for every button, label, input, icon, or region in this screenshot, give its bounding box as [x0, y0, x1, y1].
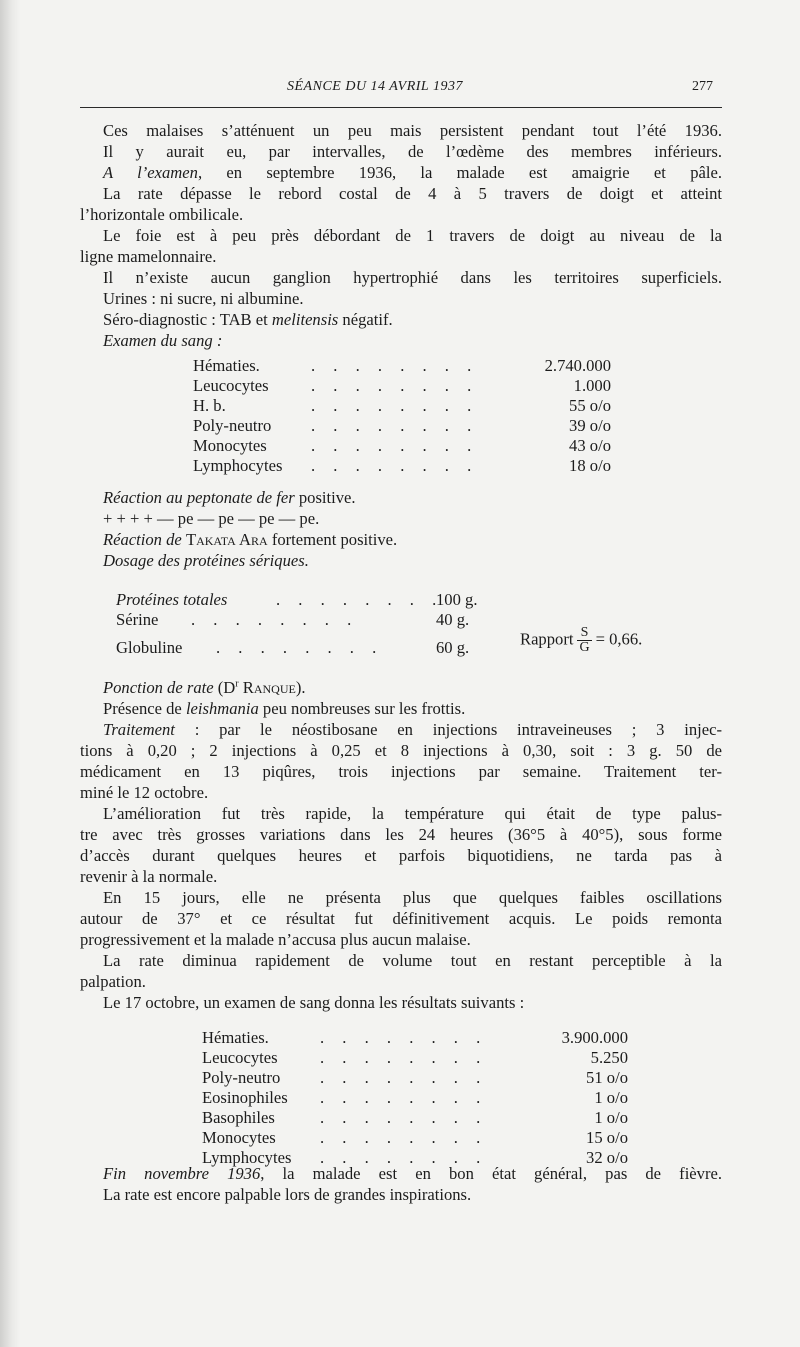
text-line: d’accès durant quelques heures et parfois biquotidiens, ne tarda pas à: [80, 846, 722, 865]
running-header: SÉANCE DU 14 AVRIL 1937: [287, 79, 463, 94]
text-line: Réaction de Takata Ara fortement positive.: [103, 530, 398, 549]
row-value: 51 o/o: [586, 1068, 628, 1087]
text-line: Ces malaises s’atténuent un peu mais persistent pendant tout l’été 1936.: [103, 121, 722, 140]
row-value: 2.740.000: [544, 356, 611, 375]
text-line: En 15 jours, elle ne présenta plus que quelques faibles oscillations: [103, 888, 722, 907]
text-line: Urines : ni sucre, ni albumine.: [103, 289, 304, 308]
row-value: 1.000: [573, 376, 611, 395]
text-line: L’amélioration fut très rapide, la température qui était de type palus-: [103, 804, 722, 823]
row-value: 100 g.: [436, 590, 478, 609]
leader-dots: . . . . . . . .: [320, 1128, 488, 1147]
row-label: Hématies.: [202, 1028, 269, 1047]
text-line: miné le 12 octobre.: [80, 783, 209, 802]
row-label: Sérine: [116, 610, 159, 629]
text-line: Il n’existe aucun ganglion hypertrophié dans les territoires superficiels.: [103, 268, 722, 287]
row-label: Monocytes: [202, 1128, 276, 1147]
page-number: 277: [692, 79, 713, 94]
leader-dots: . . . . . . . .: [320, 1088, 488, 1107]
row-value: 43 o/o: [569, 436, 611, 455]
leader-dots: . . . . . . . .: [311, 436, 479, 455]
text-line: tions à 0,20 ; 2 injections à 0,25 et 8 injections à 0,30, soit : 3 g. 50 de: [80, 741, 722, 760]
text-line: A l’examen, en septembre 1936, la malade est amaigrie et pâle.: [103, 163, 722, 182]
leader-dots: . . . . . . . .: [320, 1028, 488, 1047]
row-label: Protéines totales: [116, 590, 228, 609]
text-line: autour de 37° et ce résultat fut définitivement acquis. Le poids remonta: [80, 909, 722, 928]
text-line: Réaction au peptonate de fer positive.: [103, 488, 356, 507]
row-label: Lymphocytes: [202, 1148, 292, 1167]
leader-dots: . . . . . . . .: [276, 590, 444, 609]
author-name: Takata Ara: [185, 530, 268, 549]
row-label: Poly-neutro: [193, 416, 272, 435]
row-label: Globuline: [116, 638, 183, 657]
text-line: Le 17 octobre, un examen de sang donna les résultats suivants :: [103, 993, 525, 1012]
text-line: Ponction de rate ($D^r$ Ranque).: [103, 678, 306, 697]
row-value: 18 o/o: [569, 456, 611, 475]
text-line: ligne mamelonnaire.: [80, 247, 217, 266]
row-label: H. b.: [193, 396, 226, 415]
ratio-numerator: S: [577, 626, 591, 641]
text-line: La rate est encore palpable lors de grandes inspirations.: [103, 1185, 472, 1204]
leader-dots: . . . . . . . .: [311, 356, 479, 375]
leader-dots: . . . . . . . .: [311, 416, 479, 435]
text-line: + + + + — pe — pe — pe — pe.: [103, 509, 320, 528]
row-value: 32 o/o: [586, 1148, 628, 1167]
text-line: médicament en 13 piqûres, trois injections par semaine. Traitement ter-: [80, 762, 722, 781]
text-line: palpation.: [80, 972, 146, 991]
italic-term: A l’examen: [103, 163, 198, 182]
text-line: progressivement et la malade n’accusa plus aucun malaise.: [80, 930, 471, 949]
row-label: Poly-neutro: [202, 1068, 281, 1087]
text-line: Traitement : par le néostibosane en injections intraveineuses ; 3 injec-: [103, 720, 722, 739]
row-value: 60 g.: [436, 638, 470, 657]
text-line: Il y aurait eu, par intervalles, de l’œdème des membres inférieurs.: [103, 142, 722, 161]
row-label: Eosinophiles: [202, 1088, 288, 1107]
ratio-denominator: G: [579, 640, 590, 655]
row-value: 15 o/o: [586, 1128, 628, 1147]
leader-dots: . . . . . . . .: [191, 610, 359, 629]
text-line: La rate dépasse le rebord costal de 4 à 5 travers de doigt et atteint: [103, 184, 722, 203]
leader-dots: . . . . . . . .: [311, 376, 479, 395]
row-label: Lymphocytes: [193, 456, 283, 475]
text-line: revenir à la normale.: [80, 867, 218, 886]
leader-dots: . . . . . . . .: [320, 1148, 488, 1167]
row-label: Basophiles: [202, 1108, 275, 1127]
leader-dots: . . . . . . . .: [320, 1108, 488, 1127]
leader-dots: . . . . . . . .: [311, 396, 479, 415]
row-value: 55 o/o: [569, 396, 611, 415]
row-label: Leucocytes: [193, 376, 269, 395]
text-line: Présence de leishmania peu nombreuses sur les frottis.: [103, 699, 466, 718]
row-label: Leucocytes: [202, 1048, 278, 1067]
text-line: Séro-diagnostic : TAB et melitensis négatif.: [103, 310, 393, 329]
row-value: 1 o/o: [594, 1108, 628, 1127]
text-line: tre avec très grosses variations dans les 24 heures (36°5 à 40°5), sous forme: [80, 825, 722, 844]
row-value: 3.900.000: [561, 1028, 628, 1047]
ratio-label: Rapport: [520, 629, 574, 649]
row-label: Monocytes: [193, 436, 267, 455]
header-rule: [80, 107, 722, 108]
leader-dots: . . . . . . . .: [311, 456, 479, 475]
text-line: Fin novembre 1936, la malade est en bon état général, pas de fièvre.: [103, 1164, 723, 1183]
author-name: Ranque: [242, 678, 296, 697]
section-heading: Dosage des protéines sériques.: [103, 551, 309, 570]
row-value: 39 o/o: [569, 416, 611, 435]
leader-dots: . . . . . . . .: [320, 1068, 488, 1087]
leader-dots: . . . . . . . .: [320, 1048, 488, 1067]
row-label: Hématies.: [193, 356, 260, 375]
ratio-value: = 0,66.: [595, 629, 643, 649]
row-value: 1 o/o: [594, 1088, 628, 1107]
row-value: 40 g.: [436, 610, 470, 629]
text-line: La rate diminua rapidement de volume tout en restant perceptible à la: [103, 951, 722, 970]
ratio-fraction: [577, 626, 591, 655]
text-line: Le foie est à peu près débordant de 1 travers de doigt au niveau de la: [103, 226, 722, 245]
section-heading: Examen du sang :: [103, 331, 223, 350]
leader-dots: . . . . . . . .: [216, 638, 384, 657]
row-value: 5.250: [590, 1048, 628, 1067]
text-line: l’horizontale ombilicale.: [80, 205, 244, 224]
ratio-formula: [520, 626, 642, 655]
